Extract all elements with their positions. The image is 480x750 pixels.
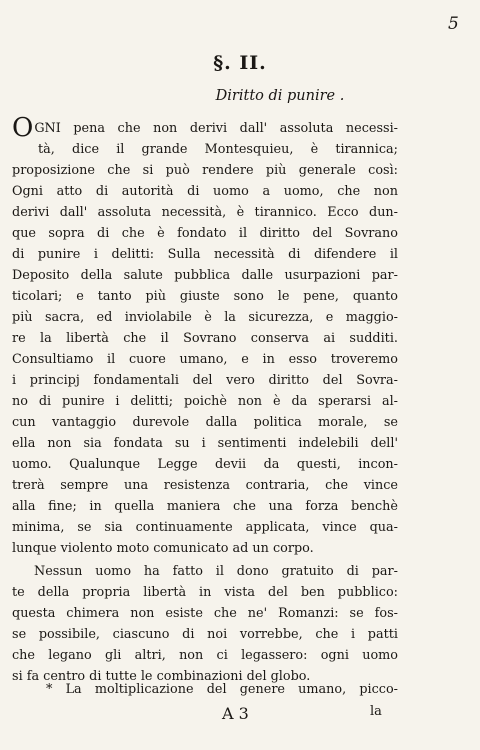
text-line: lunque violento moto comunicato ad un corpo. [12,541,314,556]
text-line: Nessun uomo ha fatto il dono gratuito di par- [34,564,398,579]
text-line: cun vantaggio durevole dalla politica morale, se [12,415,398,430]
text-line: Ogni atto di autorità di uomo a uomo, che non [12,184,398,199]
text-line: che legano gli altri, non ci legassero: ogni uomo [12,648,398,663]
drop-cap: O [12,113,34,143]
text-line: Deposito della salute pubblica dalle usurpazioni par- [12,268,398,283]
text-line: GNI pena che non derivi dall' assoluta necessi- [34,121,398,136]
paragraph-2 [12,561,398,687]
text-line: alla fine; in quella maniera che una forza benchè [12,499,398,514]
text-line: proposizione che si può rendere più generale così: [12,163,398,178]
footnote [46,682,398,697]
paragraph-1 [12,113,398,559]
text-line: re la libertà che il Sovrano conserva ai sudditi. [12,331,398,346]
text-line: trerà sempre una resistenza contraria, che vince [12,478,398,493]
body-text [12,113,398,687]
section-title: §. II. [213,52,267,74]
text-line: questa chimera non esiste che ne' Romanzi: se fos- [12,606,398,621]
text-line: derivi dall' assoluta necessità, è tirannico. Ecco dun- [12,205,398,220]
section-subtitle: Diritto di punire . [215,88,345,104]
text-line: Consultiamo il cuore umano, e in esso troveremo [12,352,398,367]
text-line: si fa centro di tutte le combinazioni del globo. [12,669,311,684]
text-line: que sopra di che è fondato il diritto del Sovrano [12,226,398,241]
text-line: uomo. Qualunque Legge devii da questi, incon- [12,457,398,472]
page-number: 5 [448,14,459,34]
text-line: ella non sia fondata su i sentimenti indelebili dell' [12,436,398,451]
text-line: te della propria libertà in vista del ben pubblico: [12,585,398,600]
text-line: no di punire i delitti; poichè non è da sperarsi al- [12,394,398,409]
text-line: di punire i delitti: Sulla necessità di difendere il [12,247,398,262]
text-line: se possibile, ciascuno di noi vorrebbe, che i patti [12,627,398,642]
text-line: ticolari; e tanto più giuste sono le pene, quanto [12,289,398,304]
catchword: la [370,704,382,719]
text-line: più sacra, ed inviolabile è la sicurezza, e maggio- [12,310,398,325]
text-line: minima, se sia continuamente applicata, vince qua- [12,520,398,535]
footnote-line: * La moltiplicazione del genere umano, picco- [46,682,398,697]
text-line: tà, dice il grande Montesquieu, è tirannica; [38,142,398,157]
signature-mark: A 3 [222,704,249,723]
text-line: i principj fondamentali del vero diritto del Sovra- [12,373,398,388]
